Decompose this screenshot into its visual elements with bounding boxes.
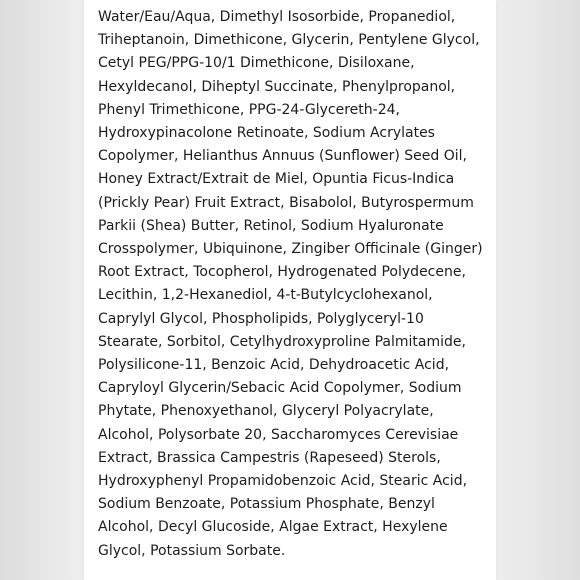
ingredient-line: Lecithin, 1,2-Hexanediol, 4-t-Butylcyclohexanol,	[98, 287, 433, 304]
ingredient-line: Alcohol, Decyl Glucoside, Algae Extract, Hexylene	[98, 519, 448, 536]
ingredient-line: Stearate, Sorbitol, Cetylhydroxyproline Palmitamide,	[98, 333, 466, 350]
background-right	[485, 0, 580, 580]
ingredient-line: Extract, Brassica Campestris (Rapeseed) Sterols,	[98, 449, 441, 466]
ingredient-line: Polysilicone-11, Benzoic Acid, Dehydroacetic Acid,	[98, 357, 450, 374]
ingredient-line: Crosspolymer, Ubiquinone, Zingiber Officinale (Ginger)	[98, 241, 483, 258]
ingredient-line: Cetyl PEG/PPG-10/1 Dimethicone, Disiloxane,	[98, 55, 415, 72]
background-left	[0, 0, 90, 580]
ingredient-line: Triheptanoin, Dimethicone, Glycerin, Pentylene Glycol,	[98, 32, 480, 49]
ingredient-line: Hydroxypinacolone Retinoate, Sodium Acrylates	[98, 125, 435, 142]
ingredients-list	[98, 6, 498, 563]
ingredient-line: Honey Extract/Extrait de Miel, Opuntia Ficus-Indica	[98, 171, 455, 188]
ingredient-line: (Prickly Pear) Fruit Extract, Bisabolol, Butyrospermum	[98, 194, 474, 211]
ingredient-line: Copolymer, Helianthus Annuus (Sunflower) Seed Oil,	[98, 148, 467, 165]
ingredient-line: Hexyldecanol, Diheptyl Succinate, Phenylpropanol,	[98, 78, 456, 95]
ingredient-line: Root Extract, Tocopherol, Hydrogenated Polydecene,	[98, 264, 466, 281]
ingredient-line: Caprylyl Glycol, Phospholipids, Polyglyceryl-10	[98, 310, 424, 327]
ingredient-line: Hydroxyphenyl Propamidobenzoic Acid, Stearic Acid,	[98, 473, 468, 490]
ingredient-line: Capryloyl Glycerin/Sebacic Acid Copolymer, Sodium	[98, 380, 462, 397]
ingredient-line: Parkii (Shea) Butter, Retinol, Sodium Hyaluronate	[98, 217, 444, 234]
ingredient-line: Phytate, Phenoxyethanol, Glyceryl Polyacrylate,	[98, 403, 434, 420]
ingredient-line: Phenyl Trimethicone, PPG-24-Glycereth-24,	[98, 101, 400, 118]
ingredient-line: Glycol, Potassium Sorbate.	[98, 542, 286, 559]
ingredient-line: Alcohol, Polysorbate 20, Saccharomyces Cerevisiae	[98, 426, 459, 443]
ingredient-line: Water/Eau/Aqua, Dimethyl Isosorbide, Propanediol,	[98, 9, 456, 25]
ingredient-line: Sodium Benzoate, Potassium Phosphate, Benzyl	[98, 496, 435, 513]
